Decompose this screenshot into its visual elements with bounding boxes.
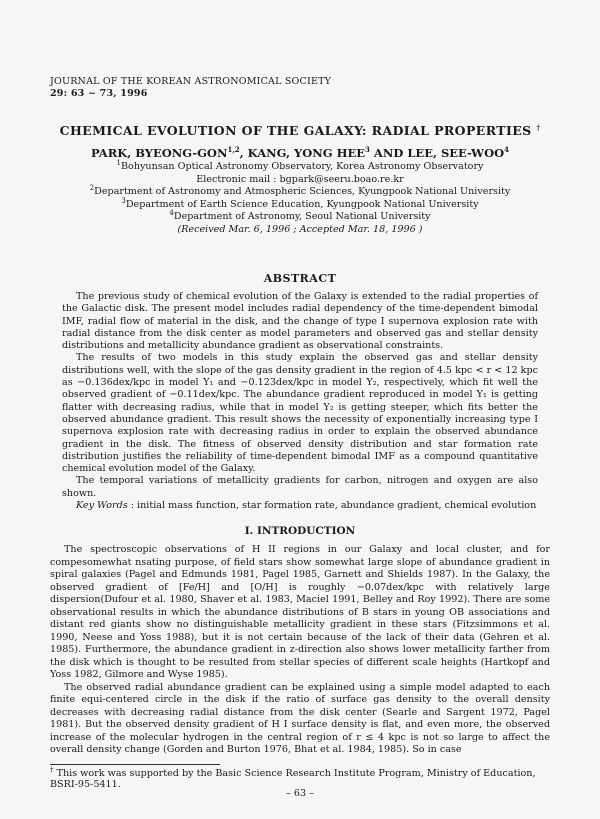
keywords-label: Key Words	[76, 500, 128, 512]
author-2-affil: 3	[365, 145, 370, 155]
footnote-mark: †	[50, 765, 54, 774]
affiliation-3: $^3$Department of Earth Science Education, Kyungpook National University	[121, 196, 479, 210]
author-3-affil: 4	[504, 145, 509, 155]
affiliations	[40, 158, 560, 237]
author-3: LEE, SEE-WOO	[407, 146, 505, 160]
journal-name: JOURNAL OF THE KOREAN ASTRONOMICAL SOCIETY	[50, 76, 332, 87]
paper-title	[40, 123, 560, 138]
abstract-paragraph-1: The previous study of chemical evolution of the Galaxy is extended to the radial properties of the Galactic disk. The present model includes radial dependency of the time-dependent bimodal IMF, radial flow of material in the disk, and the change of type I supernova explosion rate with radial distance from the disk center as model parameters and observed gas and stellar density distributions and metallicity abundance gradient as observational constraints.	[62, 291, 538, 352]
affiliation-2: $^2$Department of Astronomy and Atmospheric Sciences, Kyungpook National University	[89, 184, 511, 198]
author-list: PARK, BYEONG-GON$^{1,2}$, KANG, YONG HEE$^3$ AND LEE, SEE-WOO$^4$	[90, 145, 509, 160]
author-1: PARK, BYEONG-GON	[90, 146, 228, 160]
keywords	[62, 500, 538, 512]
journal-header	[50, 76, 331, 100]
abstract-paragraph-3: The temporal variations of metallicity gradients for carbon, nitrogen and oxygen are also shown.	[62, 475, 538, 499]
abstract-paragraph-2: The results of two models in this study explain the observed gas and stellar density distributions well, with the slope of the gas density gradient in the region of 4.5 kpc < r < 12 kpc as −0.136dex/kpc in model Y₁ and −0.123dex/kpc in model Y₂, respectively, which fit well the observed gradient of −0.11dex/kpc. The abundance gradient reproduced in model Y₁ is getting flatter with decreasing radius, while that in model Y₂ is getting steeper, which fits better the observed abundance gradient. This result shows the necessity of exponentially increasing type I supernova explosion rate with decreasing radius in order to explain the observed abundance gradient in the disk. The fitness of observed density distribution and star formation rate distribution justifies the reliability of time-dependent bimodal IMF as a compound quantitative chemical evolution model of the Galaxy.	[62, 352, 538, 475]
affiliation-4: $^4$Department of Astronomy, Seoul National University	[169, 209, 431, 223]
footnote	[50, 765, 550, 790]
intro-paragraph-1: The spectroscopic observations of H II regions in our Galaxy and local cluster, and for compesomewhat nsating purpose, of field stars show somewhat large slope of abundance gradient in spiral galaxies (Pagel and Edmunds 1981, Pagel 1985, Garnett and Shields 1987). In the Galaxy, the observed gradient of [Fe/H] and [O/H] is roughly −0.07dex/kpc with relatively large dispersion(Dufour et al. 1980, Shaver et al. 1983, Maciel 1991, Belley and Roy 1992). There are some observational results in which the abundance distributions of B stars in young OB associations and distant red giants show no distinguishable metallicity gradient in these stars (Fitzsimmons et al. 1990, Neese and Yoss 1988), but it is not certain because of the lack of their data (Gehren et al. 1985). Furthermore, the abundance gradient in z-direction also shows lower metallicity farther from the disk which is thought to be resulted from stellar species of different scale heights (Hartkopf and Yoss 1982, Gilmore and Wyse 1985).	[50, 544, 550, 680]
abstract-body	[62, 291, 538, 512]
author-1-affil: 1,2	[227, 145, 240, 155]
paper-title-text: CHEMICAL EVOLUTION OF THE GALAXY: RADIAL PROPERTIES	[59, 123, 532, 138]
footnote-text: This work was supported by the Basic Science Research Institute Program, Ministry of Education, BSRI-95-5411.	[50, 768, 536, 790]
page-number: – 63 –	[286, 788, 314, 799]
abstract-heading: ABSTRACT	[263, 272, 337, 285]
introduction-body	[50, 544, 550, 757]
affiliation-1: $^1$Bohyunsan Optical Astronomy Observatory, Korea Astronomy Observatory	[116, 158, 484, 172]
journal-volume: 29: 63 ~ 73, 1996	[50, 88, 148, 99]
footnote-divider	[50, 764, 220, 765]
author-conjunction: AND	[373, 146, 404, 160]
author-email: Electronic mail : bgpark@seeru.boao.re.kr	[196, 173, 404, 185]
author-2: KANG, YONG HEE	[247, 146, 366, 160]
introduction-heading: I. INTRODUCTION	[244, 525, 356, 537]
received-accepted-dates: (Received Mar. 6, 1996 ; Accepted Mar. 18, 1996 )	[177, 223, 423, 235]
keywords-list: : initial mass function, star formation rate, abundance gradient, chemical evolution	[130, 500, 537, 512]
intro-paragraph-2: The observed radial abundance gradient can be explained using a simple model adapted to each finite equi-centered circle in the disk if the ratio of surface gas density to the overall density decreases with decreasing radial distance from the disk center (Searle and Sargent 1972, Pagel 1981). But the observed density gradient of H I surface density is flat, and even more, the observed increase of the molecular hydrogen in the central region of r ≤ 4 kpc is not so large to affect the overall density change (Gorden and Burton 1976, Bhat et al. 1984, 1985). So in case	[50, 681, 550, 755]
title-footnote-mark: †	[536, 122, 541, 132]
